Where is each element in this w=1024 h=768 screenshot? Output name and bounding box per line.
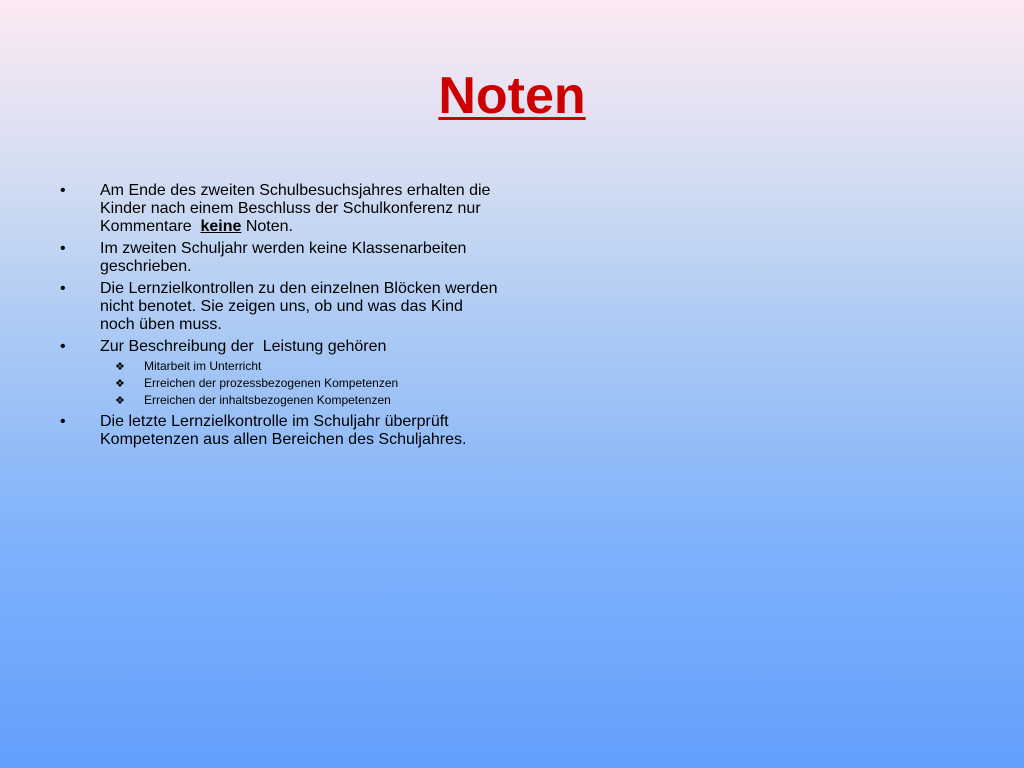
bullet-text: Im zweiten Schuljahr werden keine Klassenarbeiten geschrieben. bbox=[100, 240, 467, 275]
sub-bullet-item bbox=[115, 392, 500, 409]
sub-bullet-text: Erreichen der prozessbezogenen Kompetenzen bbox=[144, 376, 399, 390]
bullet-text bbox=[100, 182, 500, 236]
bullet-marker: • bbox=[60, 240, 66, 257]
diamond-bullet-icon: ❖ bbox=[115, 394, 125, 407]
sub-bullet-item bbox=[115, 375, 500, 392]
bullet-item-1 bbox=[60, 182, 500, 236]
bullet-text-part: Noten. bbox=[241, 218, 293, 235]
bullet-item-4 bbox=[60, 338, 500, 356]
bullet-text: Zur Beschreibung der Leistung gehören bbox=[100, 338, 387, 355]
bullet-marker: • bbox=[60, 182, 66, 199]
bullet-marker: • bbox=[60, 413, 66, 430]
bullet-item-2 bbox=[60, 240, 500, 276]
sub-bullet-text: Mitarbeit im Unterricht bbox=[144, 359, 262, 373]
bullet-text-part: Am Ende des zweiten Schulbesuchsjahres erhalten die Kinder nach einem Beschluss der Schulkonferenz nur Kommentare bbox=[100, 182, 495, 235]
bullet-item-5 bbox=[60, 413, 500, 449]
diamond-bullet-icon: ❖ bbox=[115, 360, 125, 373]
emphasis-keine: keine bbox=[200, 218, 242, 235]
bullet-text: Die letzte Lernzielkontrolle im Schuljahr überprüft Kompetenzen aus allen Bereichen des Schuljahres. bbox=[100, 413, 467, 448]
slide-title: Noten bbox=[438, 67, 586, 125]
bullet-item-3 bbox=[60, 280, 500, 334]
bullet-marker: • bbox=[60, 280, 66, 297]
bullet-list bbox=[60, 182, 500, 453]
sub-bullet-list bbox=[60, 358, 500, 409]
diamond-bullet-icon: ❖ bbox=[115, 377, 125, 390]
sub-bullet-item bbox=[115, 358, 500, 375]
bullet-text: Die Lernzielkontrollen zu den einzelnen Blöcken werden nicht benotet. Sie zeigen uns, ob und was das Kind noch üben muss. bbox=[100, 280, 498, 333]
sub-bullet-text: Erreichen der inhaltsbezogenen Kompetenzen bbox=[144, 393, 391, 407]
bullet-marker: • bbox=[60, 338, 66, 355]
